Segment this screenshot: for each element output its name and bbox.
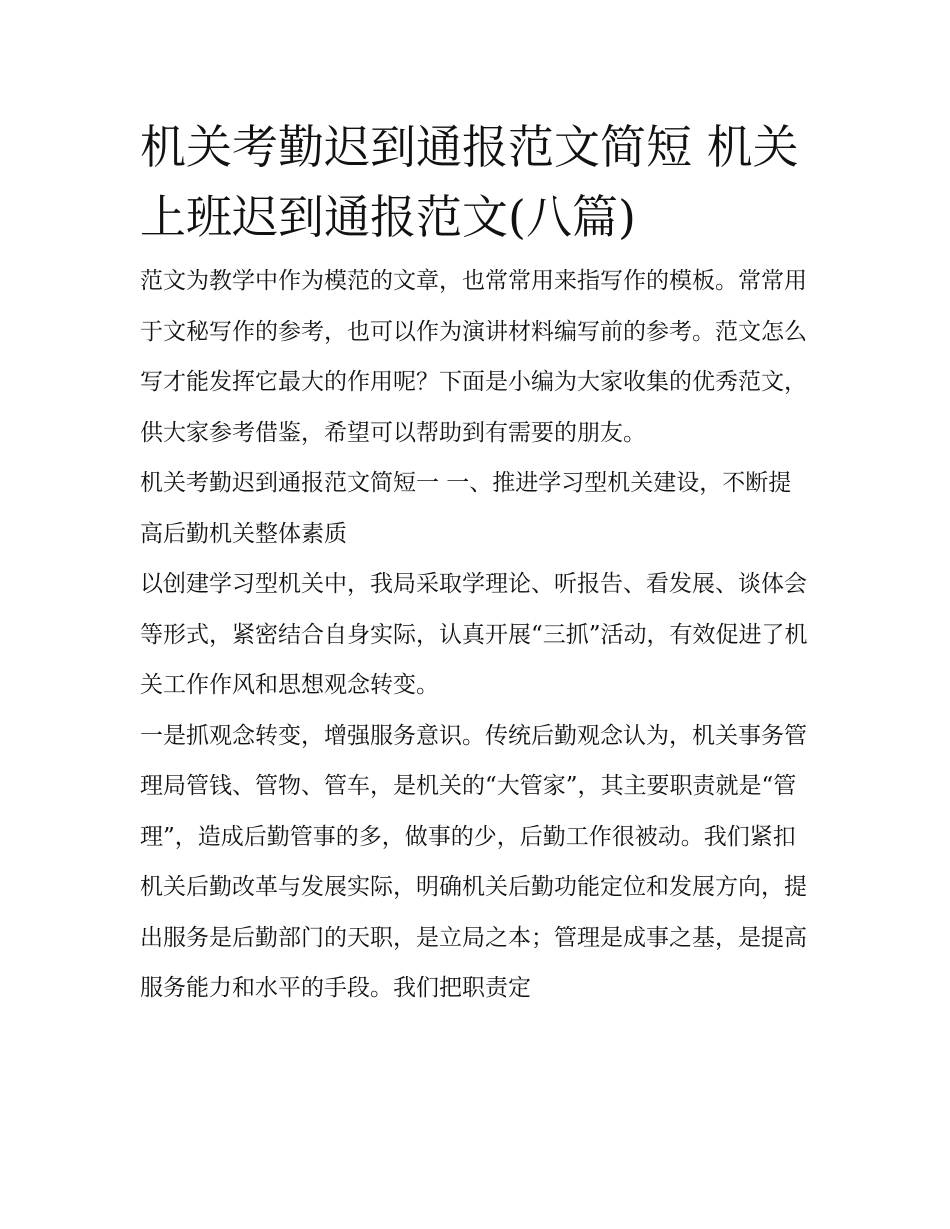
paragraph-section-heading: 机关考勤迟到通报范文简短一 一、推进学习型机关建设，不断提高后勤机关整体素质 [140,470,792,547]
document-body [140,112,812,1014]
document-title: 机关考勤迟到通报范文简短 机关上班迟到通报范文(八篇) [140,120,799,244]
paragraph-learning: 以创建学习型机关中，我局采取学理论、听报告、看发展、谈体会等形式，紧密结合自身实际，认真开展“三抓”活动，有效促进了机关工作作风和思想观念转变。 [140,571,808,698]
paragraph-intro: 范文为教学中作为模范的文章，也常常用来指写作的模板。常常用于文秘写作的参考，也可以作为演讲材料编写前的参考。范文怎么写才能发挥它最大的作用呢？下面是小编为大家收集的优秀范文，供大家参考借鉴，希望可以帮助到有需要的朋友。 [140,268,807,446]
paragraph-concept: 一是抓观念转变，增强服务意识。传统后勤观念认为，机关事务管理局管钱、管物、管车，是机关的“大管家”，其主要职责就是“管理”，造成后勤管事的多，做事的少，后勤工作很被动。我们紧扣机关后勤改革与发展实际，明确机关后勤功能定位和发展方向，提出服务是后勤部门的天职，是立局之本；管理是成事之基，是提高服务能力和水平的手段。我们把职责定 [140,722,807,1001]
